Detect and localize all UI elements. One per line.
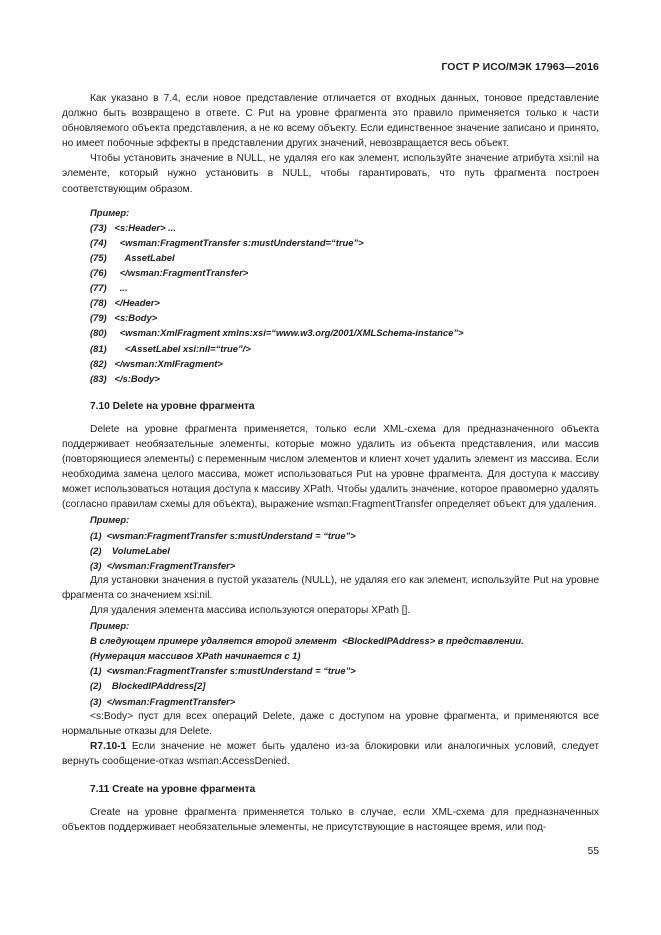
- code-line: (2) BlockedIPAddress[2]: [90, 680, 206, 692]
- code-line: (3) </wsman:FragmentTransfer>: [90, 695, 236, 707]
- code-line: (81) <AssetLabel xsi:nil=“true”/>: [90, 342, 251, 354]
- code-line: В следующем примере удаляется второй элемент <BlockedIPAddress> в представлении.: [90, 635, 524, 647]
- paragraph: Для установки значения в пустой указатель (NULL), не удаляя его как элемент, используйте Put на уровне фрагмента со значением xsi:nil.: [62, 574, 599, 601]
- code-line: (83) </s:Body>: [90, 372, 160, 384]
- page-body: [62, 91, 599, 835]
- code-line: (79) <s:Body>: [90, 312, 158, 324]
- code-line: (75) AssetLabel: [90, 251, 175, 263]
- example-label: Пример:: [90, 620, 130, 632]
- code-line: (Нумерация массивов XPath начинается с 1): [90, 650, 301, 662]
- paragraph: <s:Body> пуст для всех операций Delete, даже с доступом на уровне фрагмента, и применяются все нормальные отказы для Delete.: [62, 710, 599, 737]
- requirement-paragraph: [62, 739, 599, 769]
- paragraph: Для удаления элемента массива используются операторы XPath [].: [90, 605, 411, 616]
- paragraph: Как указано в 7.4, если новое представление отличается от входных данных, тоновое представление должно быть возвращено в ответе. С Put на уровне фрагмента это правило применяется только к части обновляемого объекта представления, а не ко всему объекту. Если единственное значение записано и принято, но имеет побочные эффекты в представлении других значений, невозвращается весь объект.: [62, 93, 599, 150]
- code-line: (1) <wsman:FragmentTransfer s:mustUnderstand = “true”>: [90, 529, 356, 541]
- code-line: (82) </wsman:XmlFragment>: [90, 357, 223, 369]
- code-line: (80) <wsman:XmlFragment xmlns:xsi=“www.w3.org/2001/XMLSchema-instance”>: [90, 327, 464, 339]
- code-line: (76) </wsman:FragmentTransfer>: [90, 267, 249, 279]
- code-line: (73) <s:Header> ...: [90, 221, 176, 233]
- paragraph: Чтобы установить значение в NULL, не удаляя его как элемент, используйте значение атрибута xsi:nil на элементе, который нужно установить в NULL, чтобы гарантировать, что путь фрагмента построен соответствующим образом.: [62, 153, 599, 195]
- example-label: Пример:: [90, 514, 130, 526]
- example-label: Пример:: [90, 206, 130, 218]
- requirement-text: Если значение не может быть удалено из-за блокировки или аналогичных условий, следует вернуть сообщение-отказ wsman:AccessDenied.: [62, 740, 599, 767]
- document-header: ГОСТ Р ИСО/МЭК 17963—2016: [441, 61, 599, 73]
- code-line: (78) </Header>: [90, 297, 160, 309]
- paragraph: Delete на уровне фрагмента применяется, только если XML-схема для предназначенного объекта поддерживает необязательные элементы, которые можно удалить из объекта представления, или массив (повторяющиеся элементы) с переменным числом элементов и клиент хочет удалить элемент из массива. Если необходима замена целого массива, может использоваться Put на уровне фрагмента. Для доступа к массиву может использоваться нотация доступа к массиву XPath. Чтобы удалить значение, которое правомерно удалять (согласно правилам схемы для объекта), выражение wsman:FragmentTransfer определяет объект для удаления.: [62, 423, 599, 511]
- code-line: (3) </wsman:FragmentTransfer>: [90, 559, 236, 571]
- requirement-id: R7.10-1: [90, 740, 127, 752]
- code-line: (77) ...: [90, 282, 128, 294]
- code-line: (2) VolumeLabel: [90, 544, 170, 556]
- page-number: 55: [587, 846, 599, 857]
- section-heading: 7.11 Create на уровне фрагмента: [90, 784, 256, 796]
- paragraph: Create на уровне фрагмента применяется только в случае, если XML-схема для предназначенных объектов поддерживает необязательные элементы, не присутствующие в настоящее время, или под-: [62, 807, 599, 834]
- code-line: (1) <wsman:FragmentTransfer s:mustUnderstand = “true”>: [90, 665, 356, 677]
- code-line: (74) <wsman:FragmentTransfer s:mustUnderstand=“true”>: [90, 236, 364, 248]
- section-heading: 7.10 Delete на уровне фрагмента: [90, 400, 255, 412]
